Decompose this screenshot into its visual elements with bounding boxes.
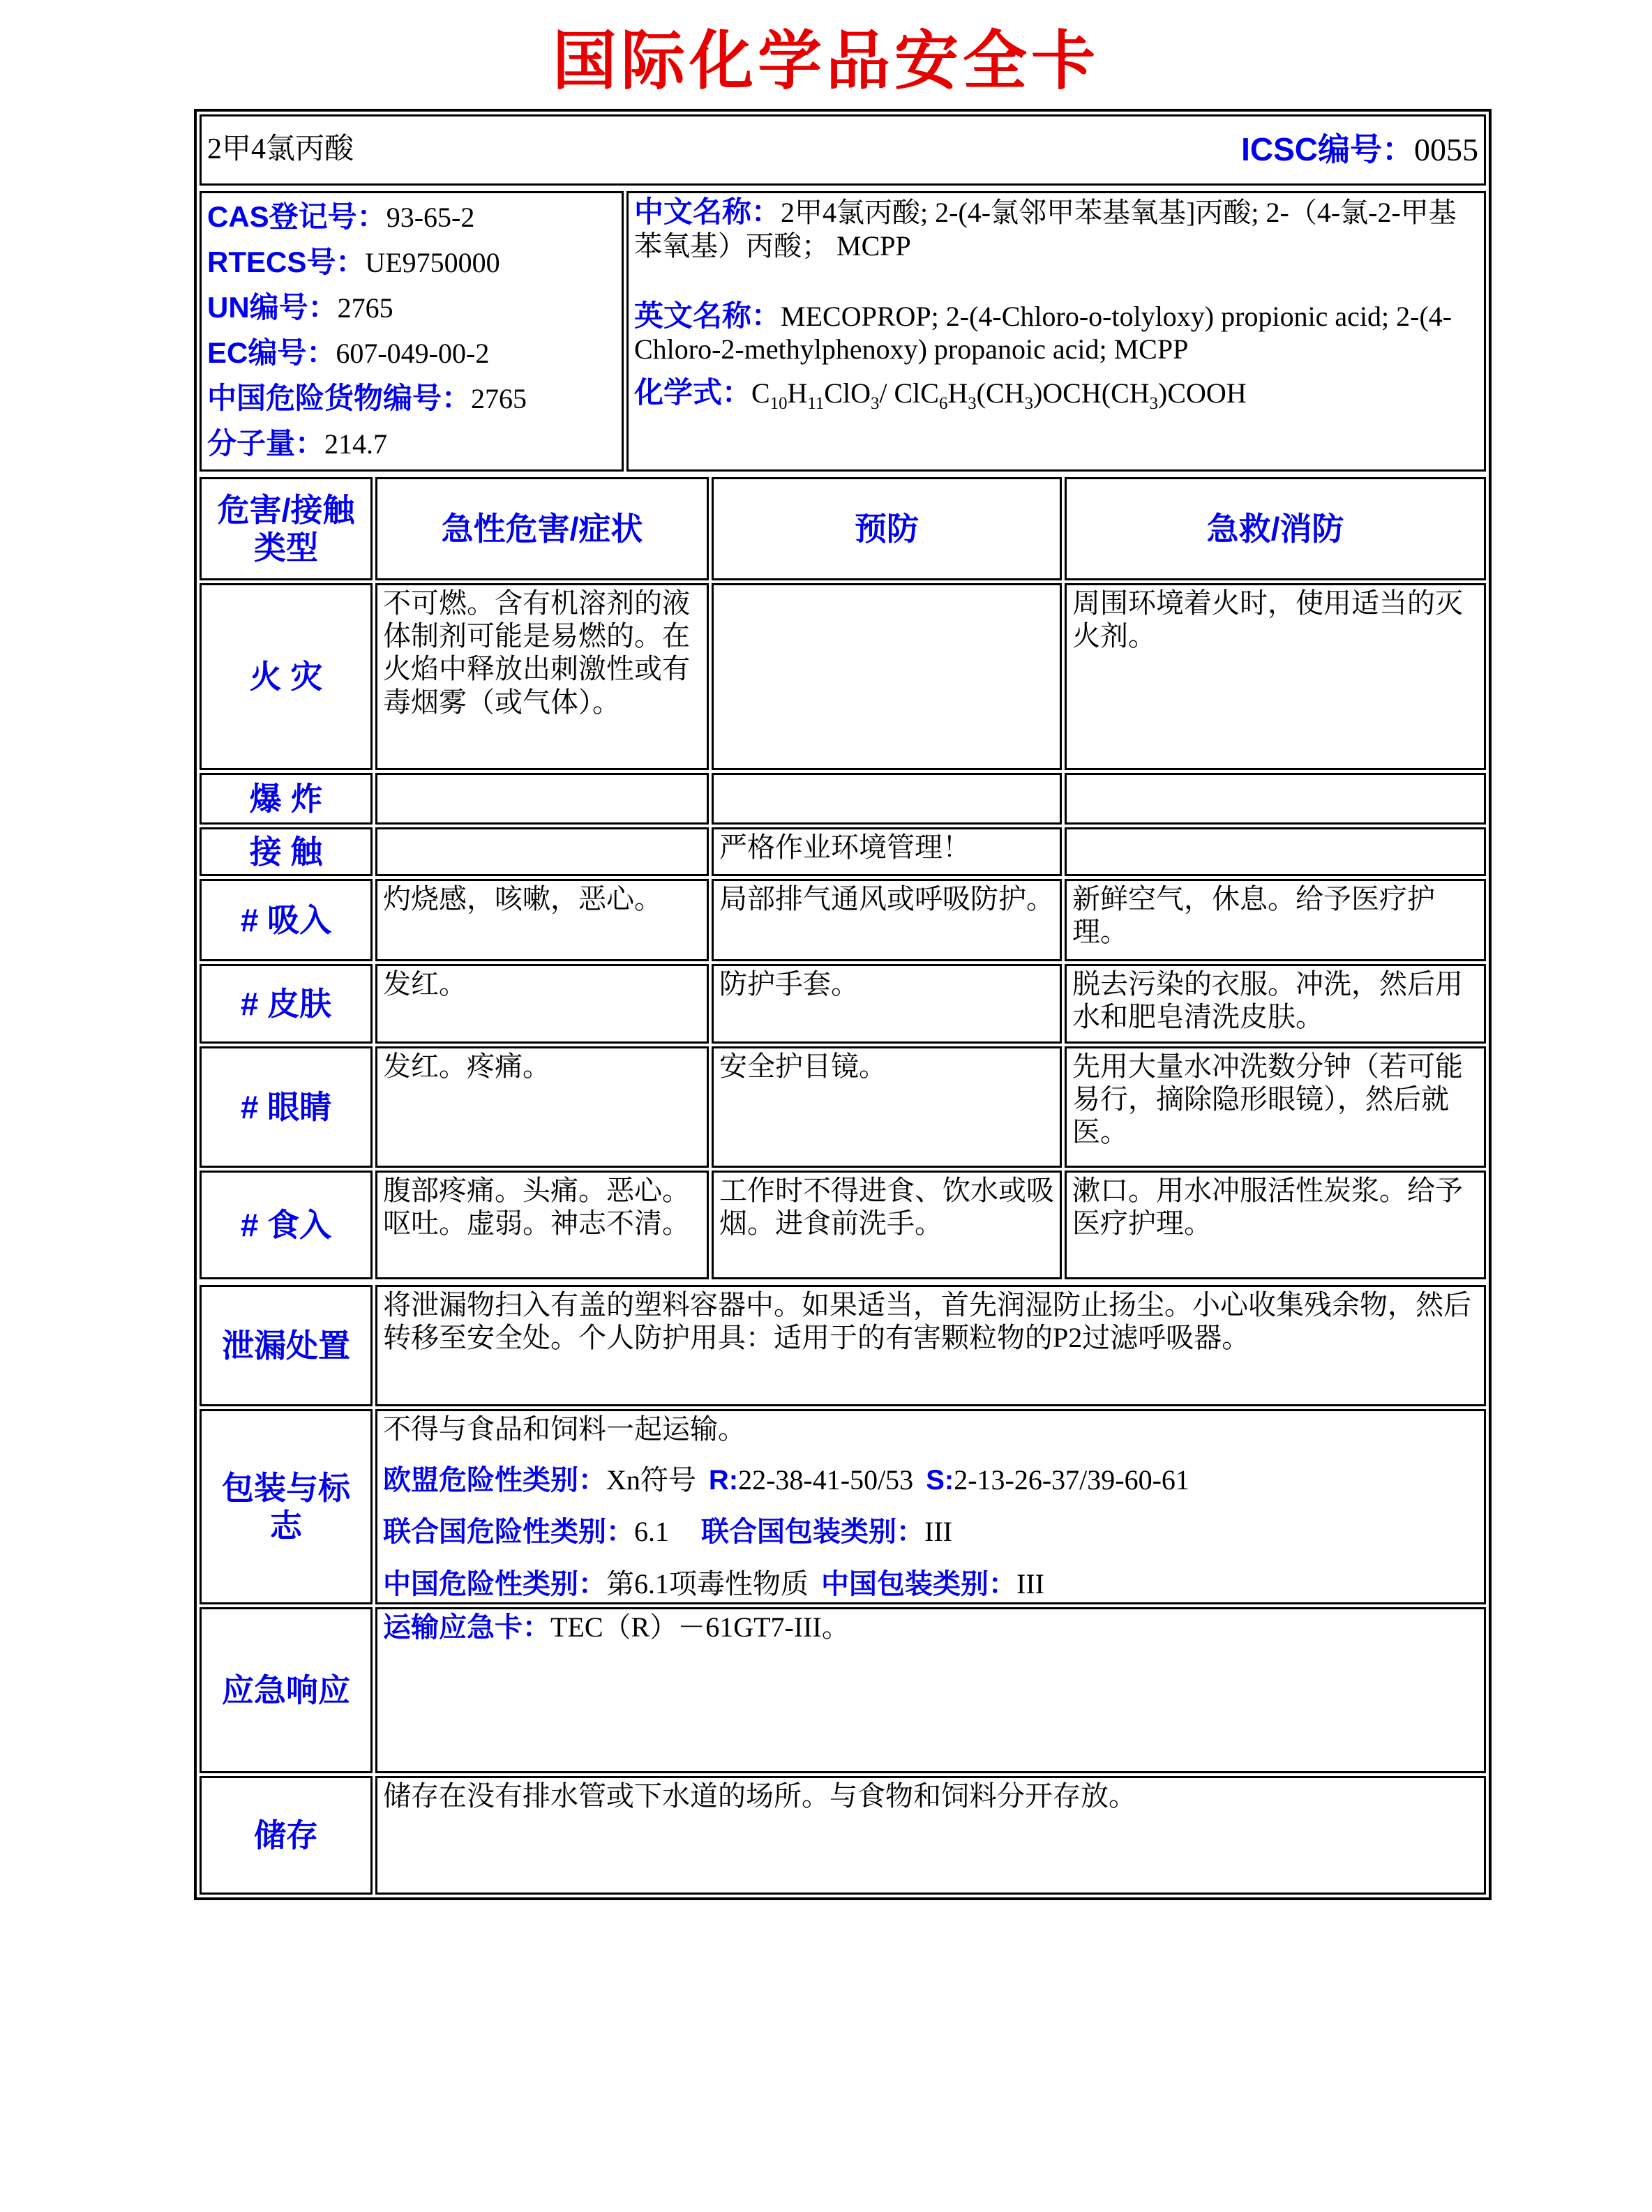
formula-value: $C_{10}H_{11}ClO_3/$ $ClC_6H_3(CH_3)OCH(CH_3)COOH$ (751, 377, 1247, 414)
hazard-row-inhalation: # 吸入 灼烧感，咳嗽，恶心。 局部排气通风或呼吸防护。 新鲜空气，休息。给予医疗护理。 (200, 879, 1486, 961)
id-line-cn-dg: 中国危险货物编号：2765 (207, 382, 527, 414)
header-strip (197, 112, 1489, 188)
spill-label: 泄漏处置 (200, 1285, 373, 1406)
section-emergency (200, 1607, 1486, 1773)
section-spill (200, 1285, 1486, 1406)
storage-text: 储存在没有排水管或下水道的场所。与食物和饲料分开存放。 (375, 1776, 1486, 1895)
hazard-row-skin: # 皮肤 发红。 防护手套。 脱去污染的衣服。冲洗，然后用水和肥皂清洗皮肤。 (200, 964, 1486, 1044)
terc-label: 运输应急卡： (383, 1611, 550, 1643)
col-header-symptoms: 急性危害/症状 (375, 477, 709, 580)
chinese-name: 中文名称：2甲4氯丙酸; 2-(4-氯邻甲苯基氧基]丙酸; 2-（4-氯-2-甲基苯氧基）丙酸； MCPP (634, 195, 1457, 262)
col-header-hazard-type: 危害/接触 类型 (200, 477, 373, 580)
col-header-firstaid: 急救/消防 (1065, 477, 1486, 580)
packaging-transport-note: 不得与食品和饲料一起运输。 (383, 1413, 746, 1445)
hazard-row-eyes: # 眼睛 发红。疼痛。 安全护目镜。 先用大量水冲洗数分钟（若可能易行，摘除隐形眼镜），然后就医。 (200, 1046, 1486, 1168)
emergency-label: 应急响应 (200, 1607, 373, 1773)
id-line-mw: 分子量：214.7 (207, 427, 388, 460)
names-cell (626, 191, 1486, 472)
bottom-sections (197, 1282, 1489, 1897)
id-line-cas: CAS登记号：93-65-2 (207, 200, 475, 233)
hazard-header-row (200, 477, 1486, 580)
hazard-table (197, 474, 1489, 1282)
icsc-number: 0055 (1414, 132, 1478, 168)
english-name: 英文名称：MECOPROP; 2-(4-Chloro-o-tolyloxy) propionic acid; 2-(4-Chloro-2-methylphenoxy) propanoic acid; MCPP (634, 299, 1452, 366)
hazard-row-exposure: 接 触 严格作业环境管理！ (200, 827, 1486, 876)
id-line-un: UN编号：2765 (207, 291, 393, 324)
page-title: 国际化学品安全卡 (552, 26, 1099, 97)
icsc-label: ICSC编号： (1241, 131, 1414, 168)
chemical-name: 2甲4氯丙酸 (207, 133, 354, 166)
id-numbers-cell (200, 191, 624, 472)
chemical-formula: 化学式：$C_{10}H_{11}ClO_3/$ $ClC_6H_3(CH_3)OCH(CH_3)COOH$ (634, 376, 1247, 414)
spill-text: 将泄漏物扫入有盖的塑料容器中。如果适当，首先润湿防止扬尘。小心收集残余物，然后转移至安全处。个人防护用具：适用于的有害颗粒物的P2过滤呼吸器。 (375, 1285, 1486, 1406)
packaging-un-line: 联合国危险性类别：6.1 联合国包装类别：III (383, 1516, 952, 1548)
hazard-row-fire: 火 灾 不可燃。含有机溶剂的液体制剂可能是易燃的。在火焰中释放出刺激性或有毒烟雾（或气体）。 周围环境着火时，使用适当的灭火剂。 (200, 583, 1486, 770)
emergency-content (375, 1607, 1486, 1773)
hazard-row-explosion: 爆 炸 (200, 773, 1486, 825)
col-header-prevention: 预防 (712, 477, 1062, 580)
id-line-rtecs: RTECS号：UE9750000 (207, 246, 500, 278)
icsc-number-field (1241, 130, 1478, 169)
packaging-cn-line: 中国危险性类别：第6.1项毒性物质 中国包装类别：III (383, 1567, 1044, 1600)
packaging-eu-line: 欧盟危险性类别：Xn符号 R:22-38-41-50/53 S:2-13-26-37/39-60-61 (383, 1464, 1189, 1496)
page (0, 10, 1652, 2212)
packaging-content (375, 1409, 1486, 1604)
hazard-row-ingestion: # 食入 腹部疼痛。头痛。恶心。呕吐。虚弱。神志不清。 工作时不得进食、饮水或吸烟。进食前洗手。 漱口。用水冲服活性炭浆。给予医疗护理。 (200, 1171, 1486, 1279)
id-line-ec: EC编号：607-049-00-2 (207, 336, 490, 369)
section-storage (200, 1776, 1486, 1895)
storage-label: 储存 (200, 1776, 373, 1895)
identification-section (197, 188, 1489, 474)
section-packaging (200, 1409, 1486, 1604)
safety-card (194, 109, 1492, 1900)
packaging-label: 包装与标志 (200, 1409, 373, 1604)
terc-value: TEC（R）－61GT7-III。 (550, 1611, 850, 1643)
